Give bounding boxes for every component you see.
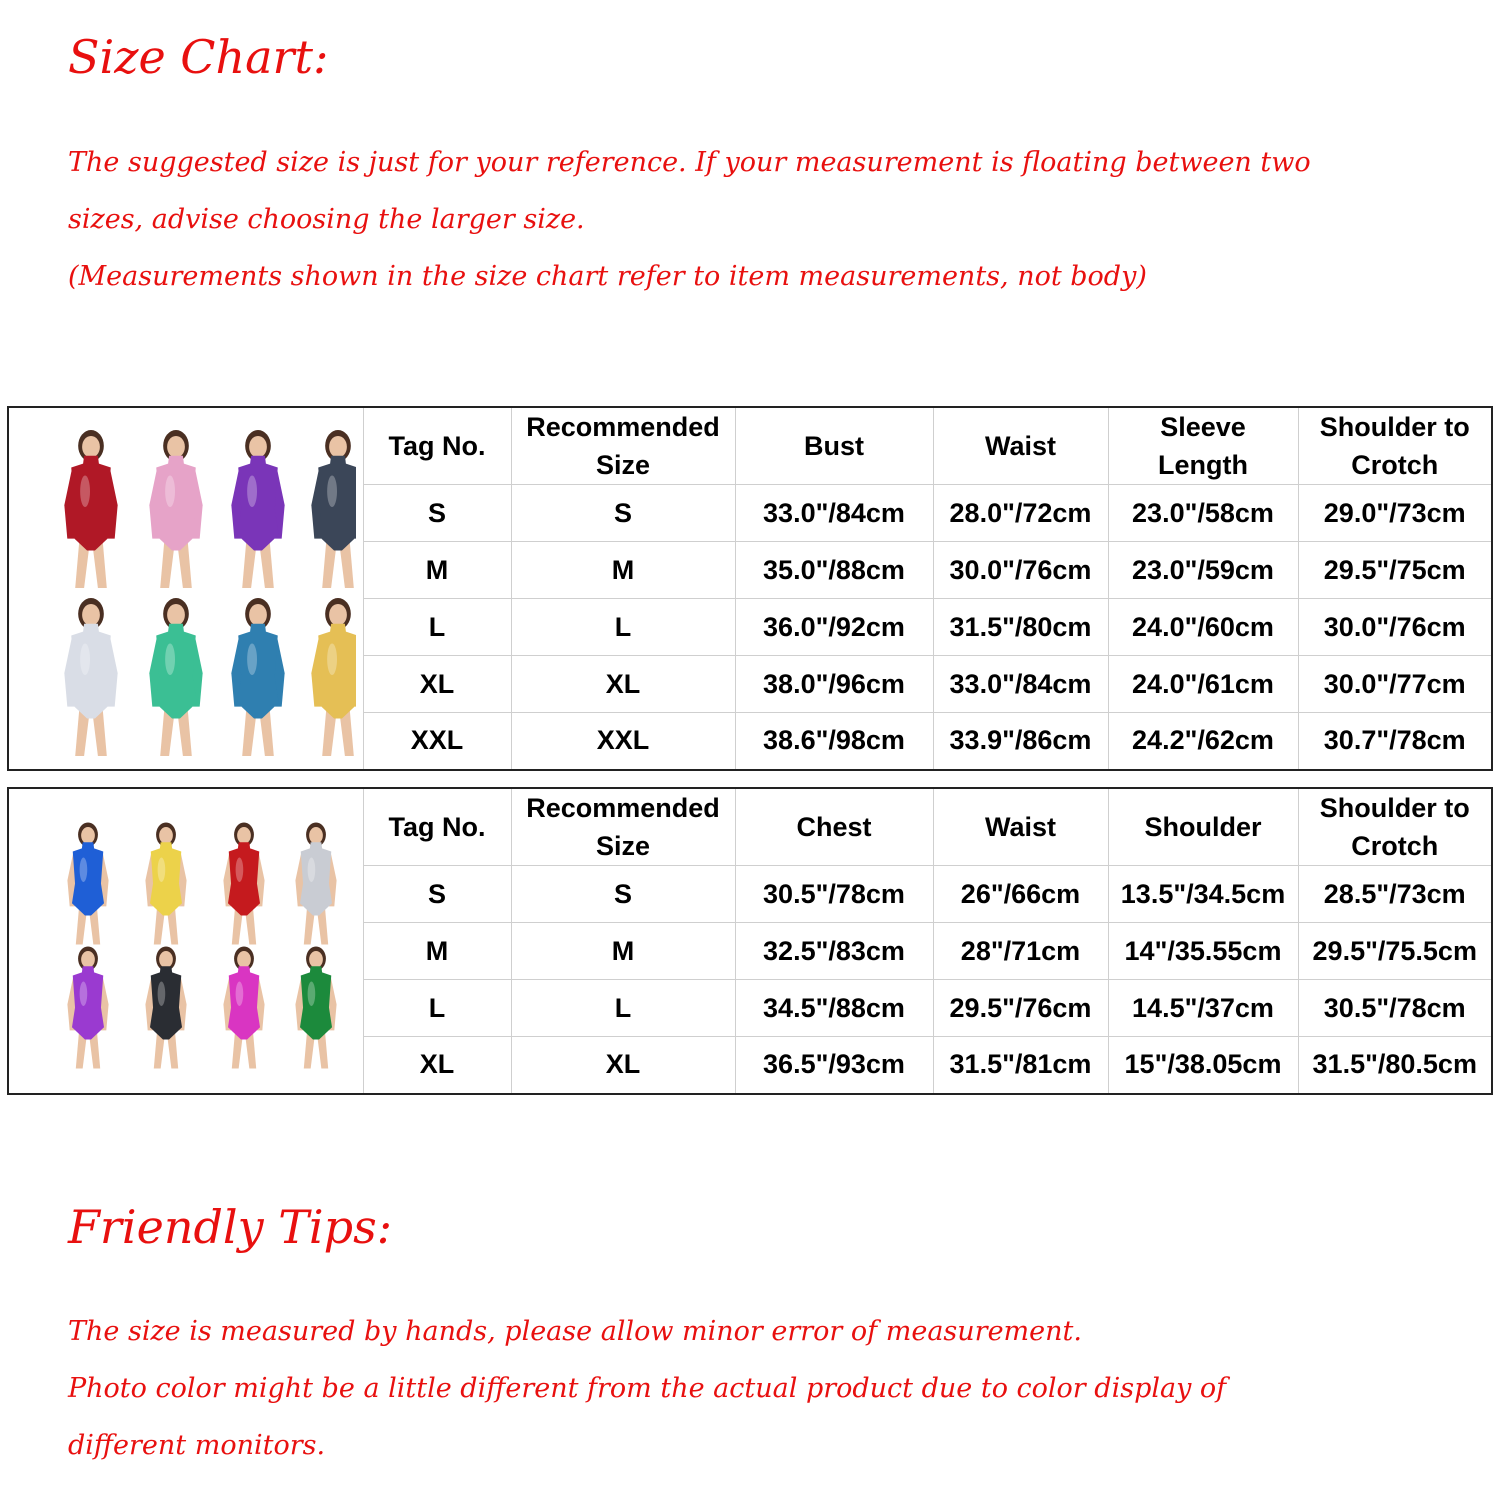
table-header-row [8, 788, 1492, 866]
table-header-row [8, 407, 1492, 485]
bodysuit-figure [223, 822, 264, 944]
cell-shoulder: 14"/35.55cm [1108, 923, 1298, 980]
bodysuit-figure [145, 946, 186, 1068]
cell-tag: M [363, 923, 511, 980]
cell-tag: S [363, 866, 511, 923]
bodysuit-figure [311, 430, 356, 588]
cell-recommended: M [511, 923, 735, 980]
cell-tag: S [363, 485, 511, 542]
cell-shoulder-crotch: 29.5"/75cm [1298, 542, 1492, 599]
cell-waist: 31.5"/80cm [933, 599, 1108, 656]
cell-sleeve: 24.2"/62cm [1108, 713, 1298, 770]
cell-shoulder-crotch: 30.7"/78cm [1298, 713, 1492, 770]
cell-waist: 28"/71cm [933, 923, 1108, 980]
cell-waist: 31.5"/81cm [933, 1037, 1108, 1094]
col-header-recommended-size: Recommended Size [511, 407, 735, 485]
cell-bust: 33.0"/84cm [735, 485, 933, 542]
long-sleeve-product-photos [8, 407, 363, 770]
bodysuit-figure [149, 430, 202, 588]
note-line-2: sizes, advise choosing the larger size. [68, 204, 585, 235]
cell-waist: 28.0"/72cm [933, 485, 1108, 542]
cell-shoulder: 15"/38.05cm [1108, 1037, 1298, 1094]
bodysuit-figure [231, 430, 284, 588]
bodysuit-photo-grid [16, 418, 356, 758]
cell-recommended: S [511, 485, 735, 542]
note-line-3: (Measurements shown in the size chart refer to item measurements, not body) [68, 261, 1147, 292]
col-header-shoulder-to-crotch: Shoulder to Crotch [1298, 788, 1492, 866]
bodysuit-photo-grid [16, 796, 356, 1086]
cell-bust: 38.6"/98cm [735, 713, 933, 770]
cell-sleeve: 23.0"/58cm [1108, 485, 1298, 542]
col-header-waist: Waist [933, 407, 1108, 485]
col-header-recommended-size: Recommended Size [511, 788, 735, 866]
cell-recommended: XL [511, 656, 735, 713]
cell-recommended: XXL [511, 713, 735, 770]
cell-sleeve: 24.0"/61cm [1108, 656, 1298, 713]
cell-recommended: XL [511, 1037, 735, 1094]
cell-waist: 33.9"/86cm [933, 713, 1108, 770]
cell-shoulder-crotch: 30.0"/76cm [1298, 599, 1492, 656]
long-sleeve-size-table [7, 406, 1493, 771]
cell-tag: L [363, 599, 511, 656]
cell-recommended: L [511, 599, 735, 656]
cell-chest: 30.5"/78cm [735, 866, 933, 923]
cell-shoulder-crotch: 30.0"/77cm [1298, 656, 1492, 713]
cell-shoulder-crotch: 31.5"/80.5cm [1298, 1037, 1492, 1094]
size-reference-note [68, 134, 1311, 305]
col-header-chest: Chest [735, 788, 933, 866]
cell-waist: 30.0"/76cm [933, 542, 1108, 599]
col-header-tag-no: Tag No. [363, 407, 511, 485]
note-line-1: The suggested size is just for your reference. If your measurement is floating between two [68, 147, 1311, 178]
tip-line-1: The size is measured by hands, please allow minor error of measurement. [68, 1316, 1082, 1347]
cell-sleeve: 24.0"/60cm [1108, 599, 1298, 656]
tip-line-3: different monitors. [68, 1430, 326, 1461]
bodysuit-figure [311, 598, 356, 756]
cell-shoulder-crotch: 30.5"/78cm [1298, 980, 1492, 1037]
bodysuit-figure [295, 822, 336, 944]
cell-shoulder-crotch: 29.5"/75.5cm [1298, 923, 1492, 980]
cell-bust: 35.0"/88cm [735, 542, 933, 599]
cell-waist: 26"/66cm [933, 866, 1108, 923]
bodysuit-figure [231, 598, 284, 756]
cell-waist: 29.5"/76cm [933, 980, 1108, 1037]
col-header-bust: Bust [735, 407, 933, 485]
bodysuit-figure [64, 430, 117, 588]
cell-recommended: M [511, 542, 735, 599]
cell-recommended: S [511, 866, 735, 923]
cell-tag: XL [363, 656, 511, 713]
col-header-sleeve-length: Sleeve Length [1108, 407, 1298, 485]
col-header-shoulder: Shoulder [1108, 788, 1298, 866]
sleeveless-product-photos [8, 788, 363, 1094]
bodysuit-figure [67, 946, 108, 1068]
size-chart-title: Size Chart: [68, 30, 329, 84]
bodysuit-figure [67, 822, 108, 944]
cell-recommended: L [511, 980, 735, 1037]
bodysuit-figure [149, 598, 202, 756]
bodysuit-figure [145, 822, 186, 944]
tip-line-2: Photo color might be a little different from the actual product due to color display of [68, 1373, 1227, 1404]
bodysuit-figure [223, 946, 264, 1068]
friendly-tips-text [68, 1303, 1226, 1474]
cell-bust: 36.0"/92cm [735, 599, 933, 656]
cell-waist: 33.0"/84cm [933, 656, 1108, 713]
sleeveless-size-table [7, 787, 1493, 1095]
friendly-tips-title: Friendly Tips: [68, 1200, 393, 1254]
cell-tag: XL [363, 1037, 511, 1094]
bodysuit-figure [295, 946, 336, 1068]
cell-sleeve: 23.0"/59cm [1108, 542, 1298, 599]
cell-shoulder-crotch: 29.0"/73cm [1298, 485, 1492, 542]
bodysuit-figure [64, 598, 117, 756]
cell-tag: XXL [363, 713, 511, 770]
cell-chest: 32.5"/83cm [735, 923, 933, 980]
cell-tag: M [363, 542, 511, 599]
cell-shoulder: 13.5"/34.5cm [1108, 866, 1298, 923]
cell-shoulder: 14.5"/37cm [1108, 980, 1298, 1037]
cell-tag: L [363, 980, 511, 1037]
cell-chest: 36.5"/93cm [735, 1037, 933, 1094]
col-header-shoulder-to-crotch: Shoulder to Crotch [1298, 407, 1492, 485]
col-header-waist: Waist [933, 788, 1108, 866]
cell-shoulder-crotch: 28.5"/73cm [1298, 866, 1492, 923]
cell-chest: 34.5"/88cm [735, 980, 933, 1037]
col-header-tag-no: Tag No. [363, 788, 511, 866]
cell-bust: 38.0"/96cm [735, 656, 933, 713]
